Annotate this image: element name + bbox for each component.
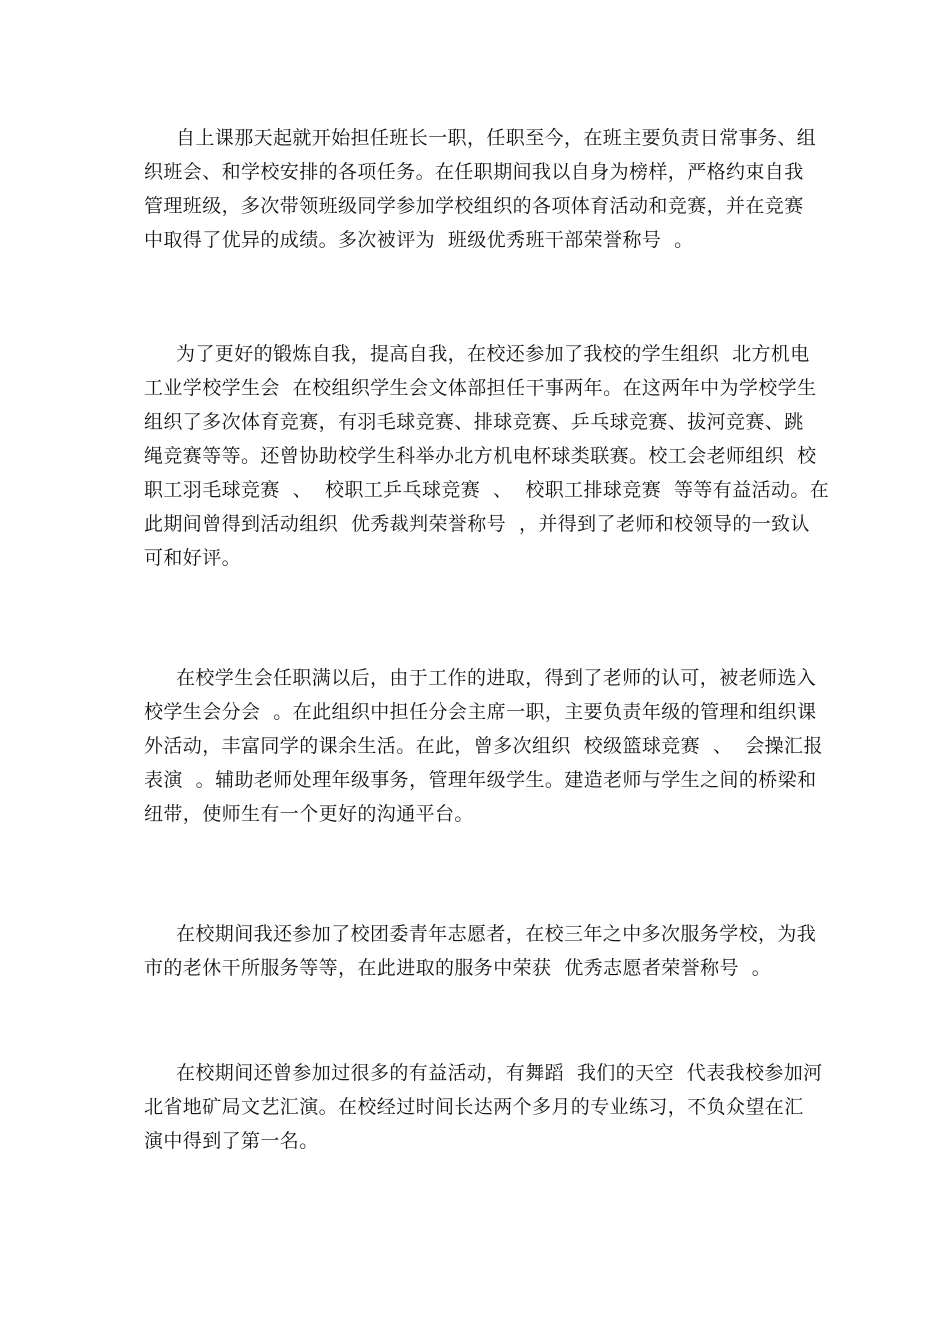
text-line: 管理班级，多次带领班级同学参加学校组织的各项体育活动和竞赛，并在竞赛 bbox=[144, 195, 804, 217]
text-line: 职工羽毛球竞赛 、 校职工乒乓球竞赛 、 校职工排球竞赛 等等有益活动。在 bbox=[144, 479, 830, 501]
text-line: 为了更好的锻炼自我，提高自我，在校还参加了我校的学生组织 北方机电 bbox=[176, 343, 810, 365]
text-line: 校学生会分会 。在此组织中担任分会主席一职，主要负责年级的管理和组织课 bbox=[144, 701, 817, 723]
text-line: 外活动，丰富同学的课余生活。在此，曾多次组织 校级篮球竞赛 、 会操汇报 bbox=[144, 735, 823, 757]
text-line: 演中得到了第一名。 bbox=[144, 1130, 319, 1152]
text-line: 织班会、和学校安排的各项任务。在任职期间我以自身为榜样，严格约束自我 bbox=[144, 161, 804, 183]
text-line: 此期间曾得到活动组织 优秀裁判荣誉称号 ，并得到了老师和校领导的一致认 bbox=[144, 513, 810, 535]
text-line: 自上课那天起就开始担任班长一职，任职至今，在班主要负责日常事务、组 bbox=[176, 127, 817, 149]
text-line: 可和好评。 bbox=[144, 547, 242, 569]
text-line: 纽带，使师生有一个更好的沟通平台。 bbox=[144, 803, 474, 825]
text-line: 中取得了优异的成绩。多次被评为 班级优秀班干部荣誉称号 。 bbox=[144, 229, 694, 251]
text-line: 表演 。辅助老师处理年级事务，管理年级学生。建造老师与学生之间的桥梁和 bbox=[144, 769, 817, 791]
text-line: 绳竞赛等等。还曾协助校学生科举办北方机电杯球类联赛。校工会老师组织 校 bbox=[144, 445, 817, 467]
text-line: 在校学生会任职满以后，由于工作的进取，得到了老师的认可，被老师选入 bbox=[176, 667, 817, 689]
text-line: 组织了多次体育竞赛，有羽毛球竞赛、排球竞赛、乒乓球竞赛、拔河竞赛、跳 bbox=[144, 411, 804, 433]
text-line: 在校期间我还参加了校团委青年志愿者，在校三年之中多次服务学校，为我 bbox=[176, 923, 817, 945]
text-line: 北省地矿局文艺汇演。在校经过时间长达两个多月的专业练习，不负众望在汇 bbox=[144, 1096, 804, 1118]
text-line: 在校期间还曾参加过很多的有益活动，有舞蹈 我们的天空 代表我校参加河 bbox=[176, 1062, 823, 1084]
text-line: 工业学校学生会 在校组织学生会文体部担任干事两年。在这两年中为学校学生 bbox=[144, 377, 817, 399]
text-line: 市的老休干所服务等等，在此进取的服务中荣获 优秀志愿者荣誉称号 。 bbox=[144, 957, 772, 979]
